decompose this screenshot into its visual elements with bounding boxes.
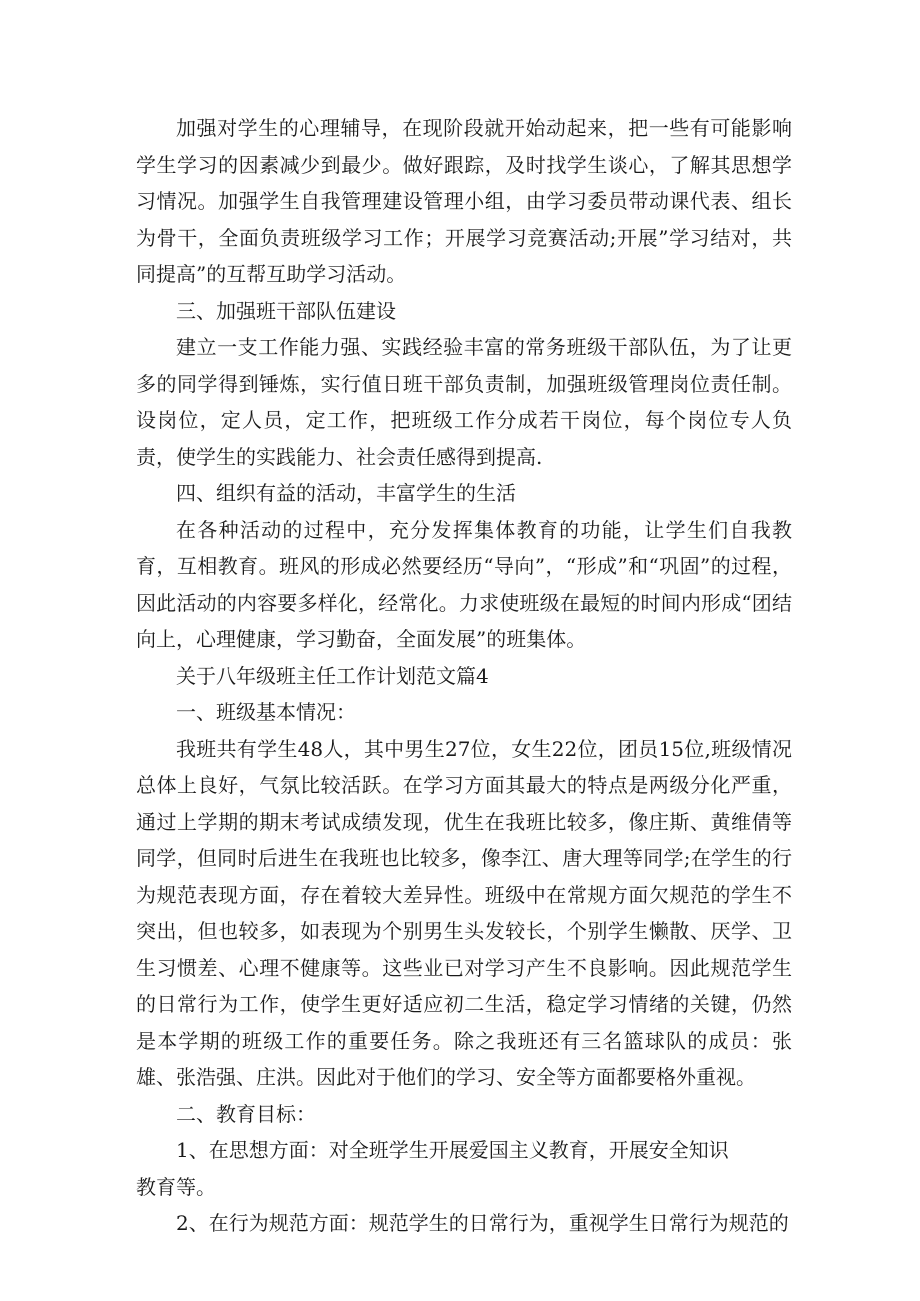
article-title: 关于八年级班主任工作计划范文篇4 [176,663,489,688]
paragraph-activities: 在各种活动的过程中，充分发挥集体教育的功能，让学生们自我教育，互相教育。班风的形成必然要经历“导向”，“形成”和“巩固”的过程，因此活动的内容要多样化，经常化。力求使班级在最短的时间内形成“团结向上，心理健康，学习勤奋，全面发展”的班集体。 [136,517,792,651]
section-heading-edu-goals: 二、教育目标： [176,1101,316,1126]
section-heading-cadre: 三、加强班干部队伍建设 [176,298,396,323]
section-heading-activities: 四、组织有益的活动，丰富学生的生活 [176,481,516,505]
section-heading-basic-info: 一、班级基本情况： [176,700,356,724]
paragraph-goal-1: 1、在思想方面：对全班学生开展爱国主义教育，开展安全知识 [176,1138,729,1162]
paragraph-goal-1-continued: 教育等。 [136,1174,216,1199]
paragraph-goal-2: 2、在行为规范方面：规范学生的日常行为，重视学生日常行为规范的 [176,1211,789,1235]
paragraph-cadre: 建立一支工作能力强、实践经验丰富的常务班级干部队伍，为了让更多的同学得到锤炼，实行值日班干部负责制，加强班级管理岗位责任制。设岗位，定人员，定工作，把班级工作分成若干岗位，每个岗位专人负责，使学生的实践能力、社会责任感得到提高. [136,335,792,469]
paragraph-psych-guidance: 加强对学生的心理辅导，在现阶段就开始动起来，把一些有可能影响学生学习的因素减少到最少。做好跟踪，及时找学生谈心，了解其思想学习情况。加强学生自我管理建设管理小组，由学习委员带动课代表、组长为骨干，全面负责班级学习工作；开展学习竞赛活动;开展”学习结对，共同提高”的互帮互助学习活动。 [136,116,792,286]
paragraph-class-situation: 我班共有学生48人，其中男生27位，女生22位，团员15位,班级情况总体上良好，气氛比较活跃。在学习方面其最大的特点是两级分化严重，通过上学期的期末考试成绩发现，优生在我班比较多，像庄斯、黄维倩等同学，但同时后进生在我班也比较多，像李江、唐大理等同学;在学生的行为规范表现方面，存在着较大差异性。班级中在常规方面欠规范的学生不突出，但也较多，如表现为个别男生头发较长，个别学生懒散、厌学、卫生习惯差、心理不健康等。这些业已对学习产生不良影响。因此规范学生的日常行为工作，使学生更好适应初二生活，稳定学习情绪的关键，仍然是本学期的班级工作的重要任务。除之我班还有三名篮球队的成员：张雄、张浩强、庄洪。因此对于他们的学习、安全等方面都要格外重视。 [136,736,792,1089]
document-body [136,110,792,1242]
